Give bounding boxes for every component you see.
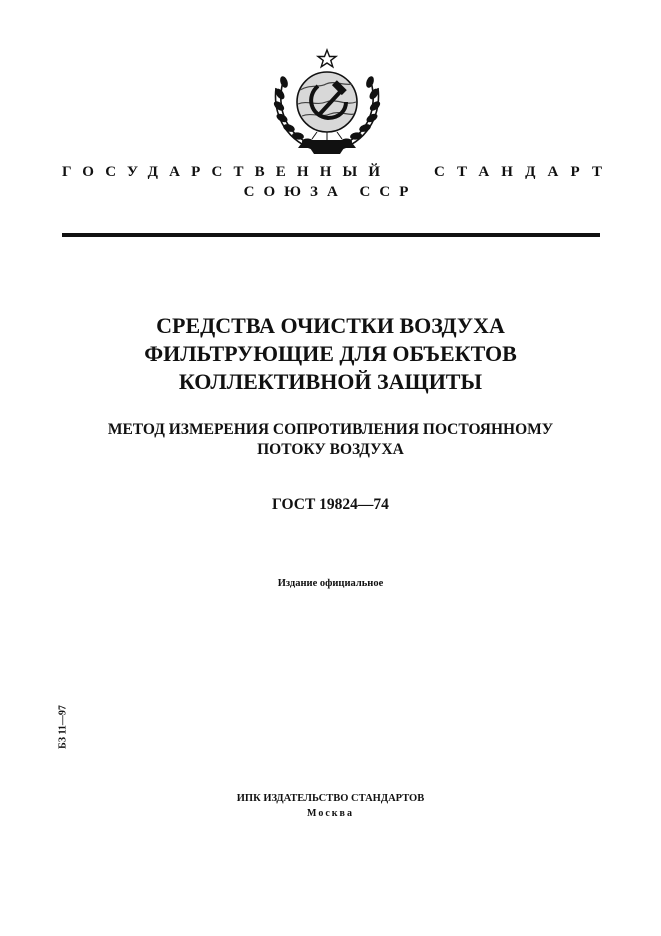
- edition-label: Издание официальное: [277, 578, 384, 589]
- header-line-1: [62, 164, 615, 181]
- ussr-emblem-icon: [270, 48, 384, 158]
- document-subtitle: [20, 420, 641, 460]
- title-line: КОЛЛЕКТИВНОЙ ЗАЩИТЫ: [178, 369, 483, 394]
- header-divider: [62, 233, 600, 237]
- publisher-city: Москва: [307, 808, 354, 819]
- publisher-name: ИПК ИЗДАТЕЛЬСТВО СТАНДАРТОВ: [236, 793, 425, 804]
- title-line: ФИЛЬТРУЮЩИЕ ДЛЯ ОБЪЕКТОВ: [144, 341, 517, 366]
- title-line: СРЕДСТВА ОЧИСТКИ ВОЗДУХА: [156, 313, 505, 338]
- subtitle-line: ПОТОКУ ВОЗДУХА: [257, 441, 404, 458]
- header-word-state: ГОСУДАРСТВЕННЫЙ: [62, 164, 392, 180]
- document-title: [20, 312, 641, 396]
- subtitle-line: МЕТОД ИЗМЕРЕНИЯ СОПРОТИВЛЕНИЯ ПОСТОЯННОМУ: [107, 421, 554, 438]
- header-word-standard: СТАНДАРТ: [433, 164, 615, 180]
- gost-number: ГОСТ 19824—74: [272, 496, 389, 513]
- side-code: БЗ 11—97: [57, 705, 69, 749]
- header-line-2: СОЮЗА ССР: [243, 184, 418, 200]
